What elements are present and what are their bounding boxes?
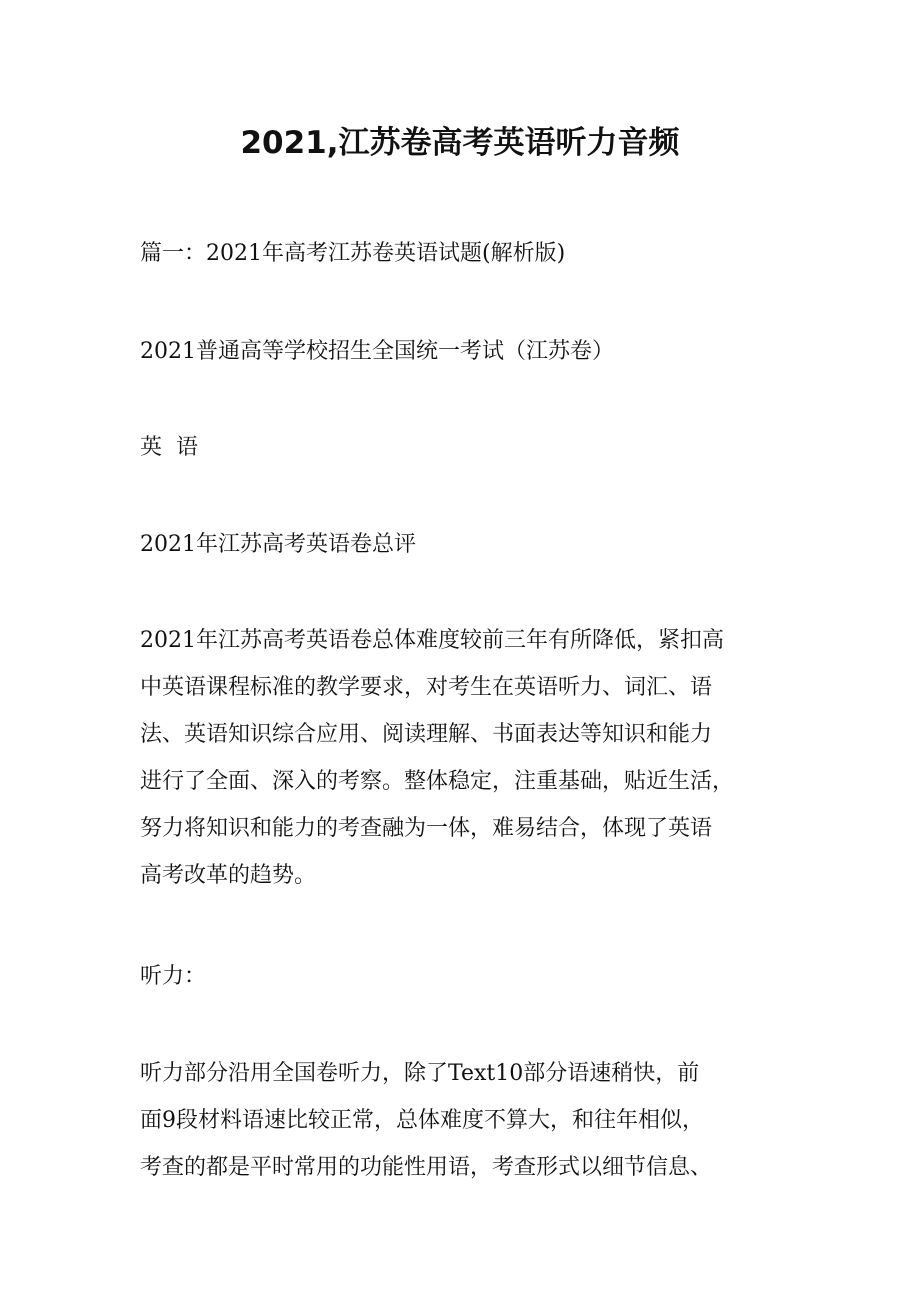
overview-paragraph [140,617,790,899]
paragraph-line: 法、英语知识综合应用、阅读理解、书面表达等知识和能力 [140,722,713,747]
subtitle: 篇一：2021年高考江苏卷英语试题(解析版) [140,241,566,266]
paragraph-line: 2021年江苏高考英语卷总体难度较前三年有所降低，紧扣高 [140,628,724,653]
paragraph-line: 听力部分沿用全国卷听力，除了Text10部分语速稍快，前 [140,1061,700,1086]
section-heading: 2021年江苏高考英语卷总评 [140,532,416,557]
paragraph-line: 面9段材料语速比较正常，总体难度不算大，和往年相似， [140,1108,704,1133]
paragraph-line: 进行了全面、深入的考察。整体稳定，注重基础，贴近生活， [140,769,735,794]
subject-heading: 英 语 [140,435,198,460]
paragraph-line: 考查的都是平时常用的功能性用语，考查形式以细节信息、 [140,1155,713,1180]
listening-paragraph [140,1050,790,1191]
exam-name: 2021普通高等学校招生全国统一考试（江苏卷） [140,339,614,364]
document-title: 2021,江苏卷高考英语听力音频 [240,125,680,161]
paragraph-line: 努力将知识和能力的考查融为一体，难易结合，体现了英语 [140,816,713,841]
listening-heading: 听力： [140,964,207,989]
paragraph-line: 高考改革的趋势。 [140,863,317,888]
paragraph-line: 中英语课程标准的教学要求，对考生在英语听力、词汇、语 [140,675,713,700]
